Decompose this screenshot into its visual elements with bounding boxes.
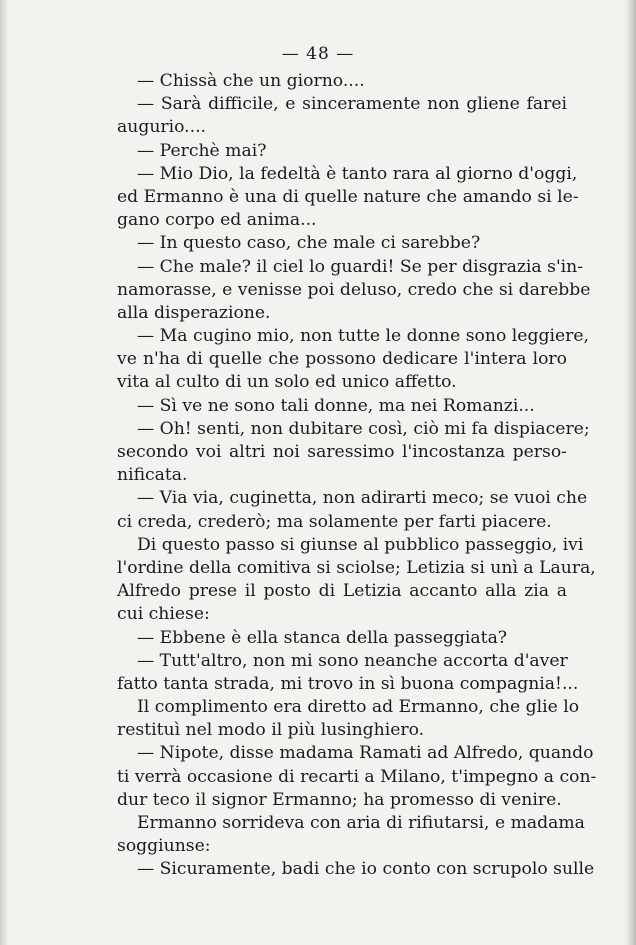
text-line: alla disperazione.	[117, 302, 271, 323]
text-line: l'ordine della comitiva si sciolse; Letizia si unì a Laura,	[117, 557, 596, 578]
text-line: cui chiese:	[117, 604, 210, 625]
text-line: — Tutt'altro, non mi sono neanche accorta d'aver	[137, 650, 568, 671]
text-line: dur teco il signor Ermanno; ha promesso di venire.	[117, 789, 562, 810]
page-number: — 48 —	[281, 44, 355, 64]
text-line: — Nipote, disse madama Ramati ad Alfredo, quando	[137, 743, 594, 764]
text-line: soggiunse:	[117, 836, 211, 857]
text-line: Alfredo prese il posto di Letizia accanto alla zia a	[117, 581, 567, 602]
text-line: — Perchè mai?	[137, 140, 267, 161]
text-line: ve n'ha di quelle che possono dedicare l'intera loro	[117, 349, 567, 370]
text-line: fatto tanta strada, mi trovo in sì buona compagnia!...	[117, 673, 579, 694]
text-line: restituì nel modo il più lusinghiero.	[117, 720, 425, 741]
text-line: ci creda, crederò; ma solamente per farti piacere.	[117, 511, 552, 532]
text-line: Ermanno sorrideva con aria di rifiutarsi, e madama	[137, 813, 585, 833]
text-line: — Sarà difficile, e sinceramente non gliene farei	[137, 94, 567, 115]
text-line: secondo voi altri noi saressimo l'incostanza perso-	[117, 442, 567, 462]
text-line: — Sicuramente, badi che io conto con scrupolo sulle	[137, 859, 595, 880]
text-line: — Mio Dio, la fedeltà è tanto rara al giorno d'oggi,	[137, 163, 578, 184]
text-line: ti verrà occasione di recarti a Milano, t'impegno a con-	[117, 766, 597, 787]
page-edge-right	[622, 0, 636, 945]
body-text	[117, 70, 597, 882]
text-line: ed Ermanno è una di quelle nature che amando si le-	[117, 186, 579, 207]
text-line: — In questo caso, che male ci sarebbe?	[137, 233, 481, 254]
text-line: namorasse, e venisse poi deluso, credo che si darebbe	[117, 279, 591, 300]
text-line: nificata.	[117, 465, 188, 486]
text-line: — Che male? il ciel lo guardi! Se per disgrazia s'in-	[137, 256, 584, 277]
text-line: — Ebbene è ella stanca della passeggiata?	[137, 627, 508, 648]
text-line: — Chissà che un giorno....	[137, 71, 365, 91]
text-line: augurio....	[117, 117, 207, 138]
text-line: Il complimento era diretto ad Ermanno, che glie lo	[137, 697, 580, 718]
text-line: vita al culto di un solo ed unico affetto.	[117, 372, 457, 393]
text-line: gano corpo ed anima...	[117, 210, 317, 231]
text-line: — Via via, cuginetta, non adirarti meco; se vuoi che	[137, 488, 588, 509]
page-edge-left	[0, 0, 8, 945]
text-line: — Oh! senti, non dubitare così, ciò mi fa dispiacere;	[137, 418, 590, 439]
text-line: — Ma cugino mio, non tutte le donne sono leggiere,	[137, 326, 589, 347]
text-line: Di questo passo si giunse al pubblico passeggio, ivi	[137, 534, 584, 555]
text-line: — Sì ve ne sono tali donne, ma nei Romanzi...	[137, 395, 535, 416]
